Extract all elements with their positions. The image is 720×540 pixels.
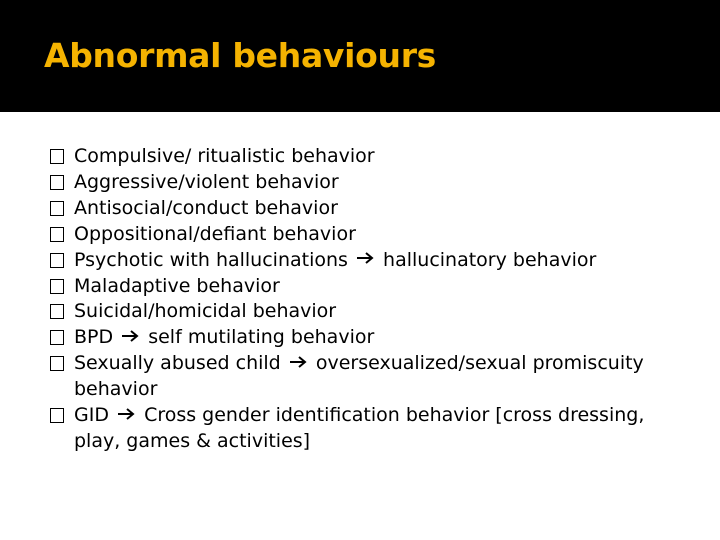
bullet-item (44, 222, 664, 248)
bullet-item (44, 403, 664, 455)
right-arrow-icon (121, 330, 139, 342)
bullet-text: self mutilating behavior (148, 326, 375, 349)
bullet-text: Compulsive/ ritualistic behavior (74, 145, 375, 167)
square-bullet-icon (50, 304, 64, 319)
bullet-text: hallucinatory behavior (383, 248, 597, 271)
square-bullet-icon (50, 227, 64, 242)
bullet-text: BPD (74, 326, 114, 349)
square-bullet-icon (50, 279, 64, 294)
right-arrow-icon (117, 408, 135, 420)
bullet-text: Sexually abused child (74, 352, 281, 375)
bullet-item (44, 274, 664, 300)
bullet-text: Cross gender identification behavior [cross dressing, play, games & activities] (74, 404, 645, 452)
bullet-text: Psychotic with hallucinations (74, 248, 348, 271)
title-bar (0, 0, 720, 112)
bullet-item (44, 248, 664, 274)
bullet-item (44, 144, 664, 170)
square-bullet-icon (50, 201, 64, 216)
bullet-item (44, 170, 664, 196)
bullet-text: GID (74, 404, 109, 427)
right-arrow-icon (356, 252, 374, 264)
bullet-item (44, 325, 664, 351)
square-bullet-icon (50, 356, 64, 371)
bullet-text: Maladaptive behavior (74, 274, 280, 297)
square-bullet-icon (50, 253, 64, 268)
square-bullet-icon (50, 175, 64, 190)
bullet-list (44, 144, 664, 455)
bullet-text: Antisocial/conduct behavior (74, 196, 338, 219)
slide-title: Abnormal behaviours (44, 36, 437, 75)
bullet-text: Suicidal/homicidal behavior (74, 300, 337, 323)
bullet-text: oversexualized/sexual promiscuity behavior (74, 352, 644, 401)
bullet-item (44, 351, 664, 403)
bullet-item (44, 299, 664, 325)
bullet-text: Oppositional/defiant behavior (74, 222, 356, 245)
square-bullet-icon (50, 408, 64, 423)
square-bullet-icon (50, 330, 64, 345)
square-bullet-icon (50, 149, 64, 164)
bullet-item (44, 196, 664, 222)
right-arrow-icon (289, 356, 307, 368)
bullet-text: Aggressive/violent behavior (74, 170, 339, 193)
